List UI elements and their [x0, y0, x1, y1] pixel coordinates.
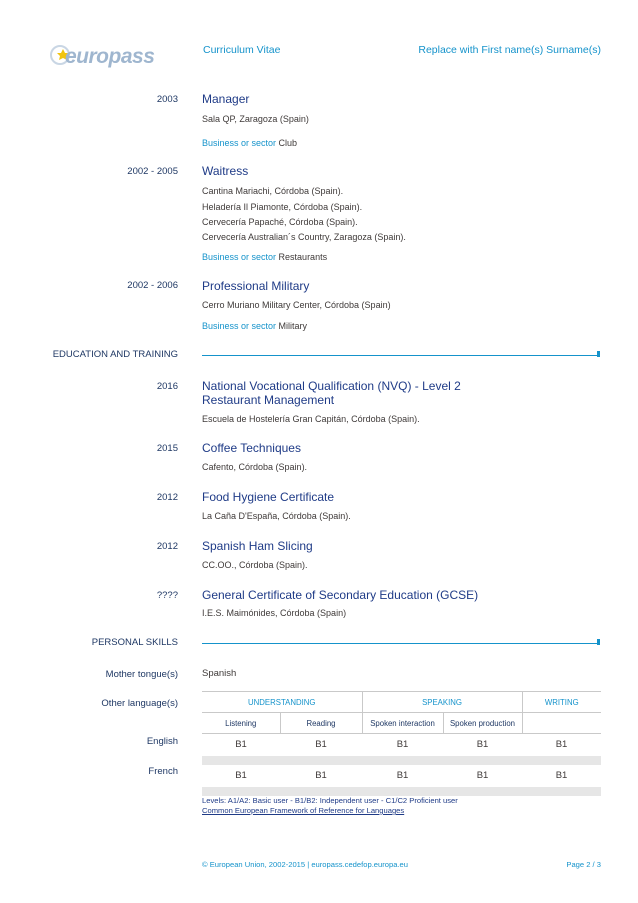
work-line: Cantina Mariachi, Córdoba (Spain).: [202, 186, 344, 196]
edu-place: CC.OO., Córdoba (Spain).: [202, 560, 308, 570]
level-cell: B1: [396, 770, 409, 781]
edu-date: 2012: [156, 492, 178, 503]
edu-title: Spanish Ham Slicing: [202, 539, 313, 553]
sector-value: Club: [278, 138, 298, 148]
europass-logo: [45, 41, 155, 71]
work-line: Cerro Muriano Military Center, Córdoba (Spain): [202, 300, 391, 310]
edu-title-line2: Restaurant Management: [202, 393, 335, 407]
section-rule-cap: [597, 351, 600, 357]
work-sector: [202, 137, 297, 149]
edu-title: Food Hygiene Certificate: [202, 490, 335, 504]
work-line: Cervecería Papaché, Córdoba (Spain).: [202, 217, 358, 227]
group-speaking: SPEAKING: [362, 692, 522, 713]
cv-label: Curriculum Vitae: [203, 44, 281, 56]
sub-writing-empty: [522, 713, 601, 734]
sector-label: Business or sector: [202, 252, 277, 262]
work-sector: [202, 320, 307, 332]
work-date: 2002 - 2005: [127, 166, 178, 177]
language-row: [202, 734, 601, 756]
row-spacer: [202, 787, 601, 796]
work-date: 2003: [156, 94, 178, 105]
level-cell: B1: [476, 739, 489, 751]
edu-title: Coffee Techniques: [202, 441, 301, 455]
edu-place: I.E.S. Maimónides, Córdoba (Spain): [202, 608, 347, 618]
sub-spoken-interaction: Spoken interaction: [362, 713, 443, 734]
sub-reading: Reading: [280, 713, 362, 734]
levels-note: Levels: A1/A2: Basic user - B1/B2: Independent user - C1/C2 Proficient user: [202, 796, 458, 805]
other-languages-label: Other language(s): [101, 698, 178, 709]
name-placeholder: Replace with First name(s) Surname(s): [418, 44, 601, 56]
work-line: Sala QP, Zaragoza (Spain): [202, 114, 309, 124]
level-cell: B1: [396, 739, 409, 751]
work-line: Cervecería Australian´s Country, Zaragoza (Spain).: [202, 232, 406, 242]
language-row: [202, 765, 601, 787]
framework-note: [202, 806, 404, 816]
edu-date: 2015: [156, 443, 178, 454]
section-rule: [202, 643, 600, 644]
sub-spoken-production: Spoken production: [443, 713, 522, 734]
mother-tongue-label: Mother tongue(s): [105, 669, 178, 680]
mother-tongue-value: Spanish: [202, 668, 237, 679]
education-heading: EDUCATION AND TRAINING: [52, 349, 178, 360]
work-line: Heladería Il Piamonte, Córdoba (Spain).: [202, 202, 363, 212]
skills-heading: PERSONAL SKILLS: [91, 637, 178, 648]
edu-title: National Vocational Qualification (NVQ) - Level 2: [202, 379, 461, 393]
level-cell: B1: [315, 739, 327, 751]
group-writing: WRITING: [522, 692, 601, 713]
group-understanding: UNDERSTANDING: [202, 692, 362, 713]
footer-page-number: Page 2 / 3: [566, 860, 601, 869]
sector-value: Restaurants: [278, 252, 328, 262]
work-date: 2002 - 2006: [127, 280, 178, 291]
section-rule-cap: [597, 639, 600, 645]
sector-label: Business or sector: [202, 138, 277, 148]
edu-date: 2016: [156, 381, 178, 392]
level-cell: B1: [555, 770, 568, 781]
row-spacer: [202, 756, 601, 765]
level-cell: B1: [315, 770, 327, 781]
edu-place: La Caña D'España, Córdoba (Spain).: [202, 511, 351, 521]
level-cell: B1: [235, 739, 247, 751]
section-rule: [202, 355, 600, 356]
level-cell: B1: [555, 739, 568, 751]
edu-place: Cafento, Córdoba (Spain).: [202, 462, 308, 472]
level-cell: B1: [235, 770, 247, 781]
framework-link[interactable]: Common European Framework of Reference for Languages: [202, 806, 405, 815]
language-table: [202, 691, 601, 796]
sector-label: Business or sector: [202, 321, 277, 331]
language-name: French: [148, 766, 178, 777]
edu-title: General Certificate of Secondary Education (GCSE): [202, 588, 479, 602]
sector-value: Military: [278, 321, 308, 331]
level-cell: B1: [476, 770, 489, 781]
edu-date: ????: [156, 590, 178, 601]
edu-date: 2012: [156, 541, 178, 552]
work-title: Professional Military: [202, 279, 310, 293]
work-title: Manager: [202, 92, 250, 106]
logo-wordmark: europass: [65, 45, 155, 68]
edu-place: Escuela de Hostelería Gran Capitán, Córdoba (Spain).: [202, 414, 420, 424]
footer-copyright[interactable]: © European Union, 2002-2015 | europass.cedefop.europa.eu: [202, 860, 408, 869]
work-title: Waitress: [202, 164, 249, 178]
sub-listening: Listening: [202, 713, 280, 734]
language-name: English: [146, 736, 178, 747]
work-sector: [202, 251, 327, 263]
